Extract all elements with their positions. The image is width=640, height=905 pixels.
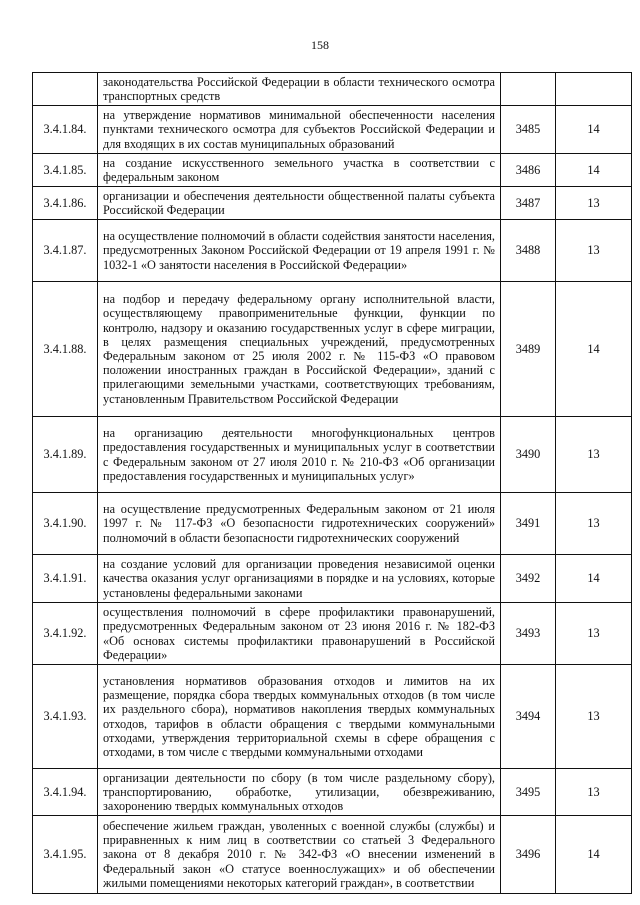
row-code-cell: 3492 xyxy=(501,555,556,603)
row-description-cell: на осуществление предусмотренных Федеральным законом от 21 июля 1997 г. № 117-ФЗ «О безопасности гидротехнических сооружений» полномочий в области безопасности гидротехнических сооружений xyxy=(98,493,501,555)
row-number-cell: 3.4.1.86. xyxy=(33,187,98,220)
row-description-cell: законодательства Российской Федерации в области технического осмотра транспортных средств xyxy=(98,73,501,106)
row-description-cell: обеспечение жильем граждан, уволенных с военной службы (службы) и приравненных к ним лиц в соответствии со статьей 3 Федерального закона от 8 декабря 2010 г. № 342-ФЗ «О внесении изменений в Федеральный закон «О статусе военнослужащих» и об обеспечении жилыми помещениями некоторых категорий граждан», в соответствии xyxy=(98,816,501,894)
table-row xyxy=(33,603,632,665)
table-row xyxy=(33,73,632,106)
row-code-cell: 3496 xyxy=(501,816,556,894)
row-number-cell: 3.4.1.84. xyxy=(33,106,98,154)
table-row xyxy=(33,154,632,187)
table-row xyxy=(33,493,632,555)
row-description-cell: осуществления полномочий в сфере профилактики правонарушений, предусмотренных Федеральным законом от 23 июня 2016 г. № 182-ФЗ «Об основах системы профилактики правонарушений в Российской Федерации» xyxy=(98,603,501,665)
row-code-cell: 3488 xyxy=(501,220,556,282)
row-description-cell: на осуществление полномочий в области содействия занятости населения, предусмотренных Законом Российской Федерации от 19 апреля 1991 г. № 1032-1 «О занятости населения в Российской Федерации» xyxy=(98,220,501,282)
table-row xyxy=(33,555,632,603)
row-description-cell: на организацию деятельности многофункциональных центров предоставления государственных и муниципальных услуг в соответствии с Федеральным законом от 27 июля 2010 г. № 210-ФЗ «Об организации предоставления государственных и муниципальных услуг» xyxy=(98,417,501,493)
row-code-cell xyxy=(501,73,556,106)
row-number-cell: 3.4.1.94. xyxy=(33,769,98,816)
row-value-cell: 13 xyxy=(556,769,632,816)
row-code-cell: 3495 xyxy=(501,769,556,816)
row-number-cell: 3.4.1.87. xyxy=(33,220,98,282)
row-value-cell: 13 xyxy=(556,665,632,769)
row-description-cell: на создание условий для организации проведения независимой оценки качества оказания услуг организациями в порядке и на условиях, которые установлены федеральными законами xyxy=(98,555,501,603)
table-row xyxy=(33,187,632,220)
row-code-cell: 3494 xyxy=(501,665,556,769)
row-value-cell: 13 xyxy=(556,417,632,493)
row-number-cell: 3.4.1.85. xyxy=(33,154,98,187)
row-number-cell: 3.4.1.90. xyxy=(33,493,98,555)
page-number: 158 xyxy=(311,38,329,52)
table-row xyxy=(33,417,632,493)
row-code-cell: 3486 xyxy=(501,154,556,187)
row-value-cell: 14 xyxy=(556,816,632,894)
row-number-cell xyxy=(33,73,98,106)
row-number-cell: 3.4.1.95. xyxy=(33,816,98,894)
row-value-cell: 14 xyxy=(556,555,632,603)
row-value-cell: 13 xyxy=(556,220,632,282)
table-row xyxy=(33,665,632,769)
row-description-cell: организации деятельности по сбору (в том числе раздельному сбору), транспортированию, обработке, утилизации, обезвреживанию, захоронению твердых коммунальных отходов xyxy=(98,769,501,816)
row-code-cell: 3487 xyxy=(501,187,556,220)
row-number-cell: 3.4.1.91. xyxy=(33,555,98,603)
row-description-cell: на утверждение нормативов минимальной обеспеченности населения пунктами технического осмотра для субъектов Российской Федерации и для входящих в их состав муниципальных образований xyxy=(98,106,501,154)
table-row xyxy=(33,106,632,154)
row-code-cell: 3493 xyxy=(501,603,556,665)
row-code-cell: 3489 xyxy=(501,282,556,417)
table-row xyxy=(33,769,632,816)
table-row xyxy=(33,220,632,282)
row-description-cell: установления нормативов образования отходов и лимитов на их размещение, порядка сбора твердых коммунальных отходов (в том числе их раздельного сбора), нормативов накопления твердых коммунальных отходов, тарифов в области обращения с твердыми коммунальными отходами, утверждения территориальной схемы в сфере обращения с отходами, в том числе с твердыми коммунальными отходами xyxy=(98,665,501,769)
row-value-cell: 13 xyxy=(556,187,632,220)
registry-table-body xyxy=(33,73,632,894)
row-value-cell xyxy=(556,73,632,106)
table-row xyxy=(33,282,632,417)
registry-table xyxy=(32,72,632,894)
row-number-cell: 3.4.1.89. xyxy=(33,417,98,493)
row-value-cell: 14 xyxy=(556,106,632,154)
row-code-cell: 3491 xyxy=(501,493,556,555)
row-description-cell: на подбор и передачу федеральному органу исполнительной власти, осуществляющему правоприменительные функции, функции по контролю, надзору и оказанию государственных услуг в сфере миграции, в целях размещения специальных учреждений, предусмотренных Федеральным законом от 25 июля 2002 г. № 115-ФЗ «О правовом положении иностранных граждан в Российской Федерации», зданий с прилегающими земельными участками, соответствующих требованиям, установленным Правительством Российской Федерации xyxy=(98,282,501,417)
row-value-cell: 14 xyxy=(556,154,632,187)
row-description-cell: на создание искусственного земельного участка в соответствии с федеральным законом xyxy=(98,154,501,187)
table-row xyxy=(33,816,632,894)
row-number-cell: 3.4.1.93. xyxy=(33,665,98,769)
row-number-cell: 3.4.1.88. xyxy=(33,282,98,417)
row-code-cell: 3490 xyxy=(501,417,556,493)
row-code-cell: 3485 xyxy=(501,106,556,154)
row-value-cell: 13 xyxy=(556,493,632,555)
row-description-cell: организации и обеспечения деятельности общественной палаты субъекта Российской Федерации xyxy=(98,187,501,220)
row-value-cell: 14 xyxy=(556,282,632,417)
row-number-cell: 3.4.1.92. xyxy=(33,603,98,665)
row-value-cell: 13 xyxy=(556,603,632,665)
